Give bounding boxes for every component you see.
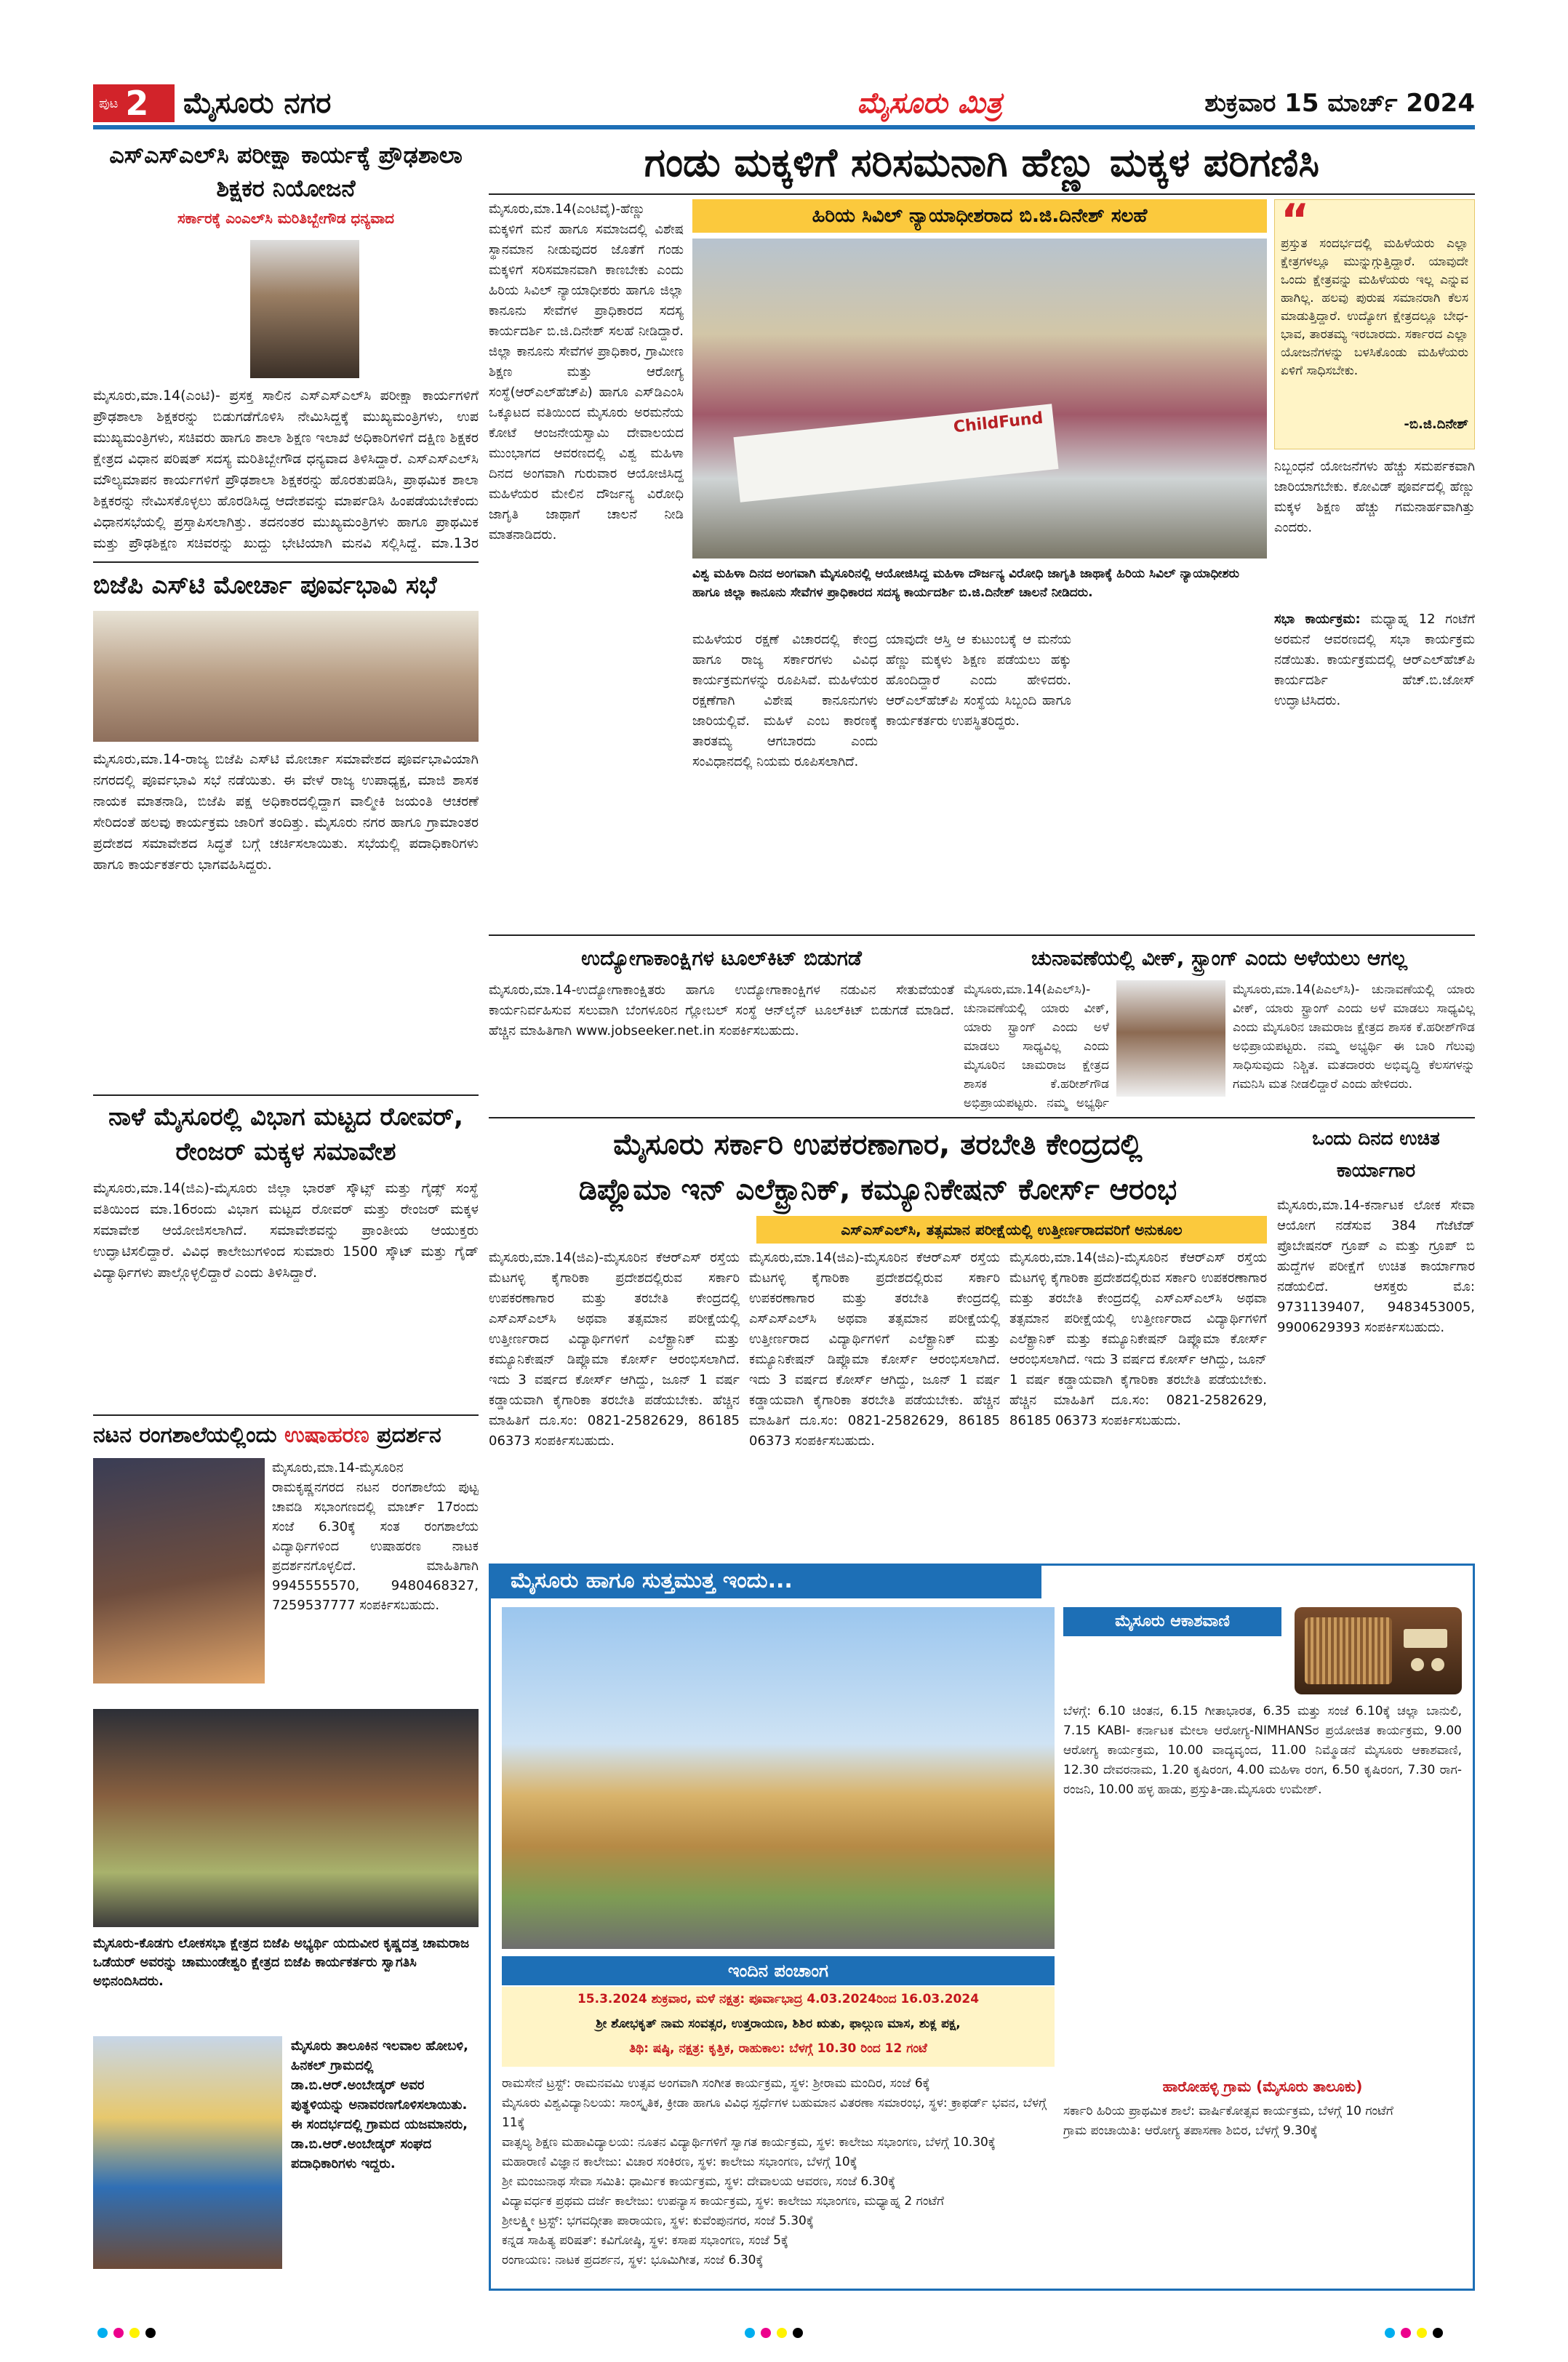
event-item: ಮಹಾರಾಣಿ ವಿಜ್ಞಾನ ಕಾಲೇಜು: ವಿಚಾರ ಸಂಕಿರಣ, ಸ್ಥಳ: ಕಾಲೇಜು ಸಭಾಂಗಣ, ಬೆಳಗ್ಗೆ 10ಕ್ಕೆ — [502, 2155, 857, 2169]
event-item: ಶ್ರೀ ಮಂಜುನಾಥ ಸೇವಾ ಸಮಿತಿ: ಧಾರ್ಮಿಕ ಕಾರ್ಯಕ್ರಮ, ಸ್ಥಳ: ದೇವಾಲಯ ಆವರಣ, ಸಂಜೆ 6.30ಕ್ಕೆ — [502, 2174, 896, 2189]
page-number: 2 — [125, 84, 149, 123]
registration-marks-left — [95, 2327, 159, 2341]
issue-date: ಶುಕ್ರವಾರ 15 ಮಾರ್ಚ್ 2024 — [1204, 89, 1475, 118]
event-list — [502, 2074, 1055, 2281]
theatre-headline — [93, 1418, 479, 1453]
workshop-headline: ಒಂದು ದಿನದ ಉಚಿತ ಕಾರ್ಯಾಗಾರ — [1312, 1128, 1440, 1182]
banner-text: ChildFund — [952, 409, 1044, 437]
divider — [93, 1094, 479, 1096]
bjp-meeting-photo — [93, 611, 479, 742]
event-item: ಕನ್ನಡ ಸಾಹಿತ್ಯ ಪರಿಷತ್: ಕವಿಗೋಷ್ಠಿ, ಸ್ಥಳ: ಕಸಾಪ ಸಭಾಂಗಣ, ಸಂಜೆ 5ಕ್ಕೆ — [502, 2233, 788, 2248]
event-item: ಮೈಸೂರು ವಿಶ್ವವಿದ್ಯಾನಿಲಯ: ಸಾಂಸ್ಕೃತಿಕ, ಕ್ರೀಡಾ ಹಾಗೂ ವಿವಿಧ ಸ್ಪರ್ಧೆಗಳ ಬಹುಮಾನ ವಿತರಣಾ ಸಮಾರಂಭ, ಸ್ಥಳ: ಕ್ರಾಫರ್ಡ್ ಭವನ, ಬೆಳಗ್ಗೆ 11ಕ್ಕೆ — [502, 2096, 1047, 2130]
rover-body: ಮೈಸೂರು,ಮಾ.14(ಜಿಎ)-ಮೈಸೂರು ಜಿಲ್ಲಾ ಭಾರತ್ ಸ್ಕೌಟ್ಸ್ ಮತ್ತು ಗೈಡ್ಸ್ ಸಂಸ್ಥೆ ವತಿಯಿಂದ ಮಾ.16ರಂದು ವಿಭಾಗ ಮಟ್ಟದ ರೋವರ್ ಮತ್ತು ರೇಂಜರ್ ಮಕ್ಕಳ ಸಮಾವೇಶ ಆಯೋಜಿಸಲಾಗಿದೆ. ಸಮಾವೇಶವನ್ನು ಪ್ರಾಂತೀಯ ಆಯುಕ್ತರು ಉದ್ಘಾಟಿಸಲಿದ್ದಾರೆ. ವಿವಿಧ ಕಾಲೇಜುಗಳಿಂದ ಸುಮಾರು 1500 ಸ್ಕೌಟ್ ಮತ್ತು ಗೈಡ್ ವಿದ್ಯಾರ್ಥಿಗಳು ಪಾಲ್ಗೊಳ್ಳಲಿದ್ದಾರೆ ಎಂದು ತಿಳಿಸಿದ್ದಾರೆ. — [93, 1180, 479, 1281]
main-headline: ಗಂಡು ಮಕ್ಕಳಿಗೆ ಸರಿಸಮನಾಗಿ ಹೆಣ್ಣು ಮಕ್ಕಳ ಪರಿಗಣಿಸಿ — [644, 140, 1320, 185]
page-number-badge — [93, 84, 175, 122]
masthead — [93, 84, 1475, 122]
village-heading: ಹಾರೋಹಳ್ಳಿ ಗ್ರಾಮ (ಮೈಸೂರು ತಾಲೂಕು) — [1162, 2078, 1363, 2095]
almanac-line-2: ಶ್ರೀ ಶೋಭಕೃತ್ ನಾಮ ಸಂವತ್ಸರ, ಉತ್ತರಾಯಣ, ಶಿಶಿರ ಋತು, ಫಾಲ್ಗುಣ ಮಾಸ, ಶುಕ್ಲ ಪಕ್ಷ, — [596, 2017, 961, 2031]
section-title: ಮೈಸೂರು ನಗರ — [183, 87, 332, 120]
mlc-portrait — [250, 240, 359, 378]
sslc-kicker: ಸರ್ಕಾರಕ್ಕೆ ಎಂಎಲ್‌ಸಿ ಮರಿತಿಬ್ಬೇಗೌಡ ಧನ್ಯವಾದ — [177, 209, 395, 227]
city-today-title: ಮೈಸೂರು ಹಾಗೂ ಸುತ್ತಮುತ್ತ ಇಂದು... — [489, 1564, 1041, 1598]
welcome-caption: ಮೈಸೂರು-ಕೊಡಗು ಲೋಕಸಭಾ ಕ್ಷೇತ್ರದ ಬಿಜೆಪಿ ಅಭ್ಯರ್ಥಿ ಯದುವೀರ ಕೃಷ್ಣದತ್ತ ಚಾಮರಾಜ ಒಡೆಯರ್ ಅವರನ್ನು ಚಾಮುಂಡೇಶ್ವರಿ ಕ್ಷೇತ್ರದ ಬಿಜೆಪಿ ಕಾರ್ಯಕರ್ತರು ಸ್ವಾಗತಿಸಿ ಅಭಿನಂದಿಸಿದರು. — [93, 1936, 470, 1989]
theatre-headline-text: ನಟನ ರಂಗಶಾಲೆಯಲ್ಲಿಂದು — [93, 1422, 277, 1448]
page-label: ಪುಟ — [99, 95, 119, 111]
almanac-box — [502, 1987, 1055, 2067]
sabha-label: ಸಭಾ ಕಾರ್ಯಕ್ರಮ: — [1274, 612, 1361, 627]
divider — [489, 934, 1475, 936]
sabha-block — [1274, 609, 1475, 926]
diploma-body-a: ಮೈಸೂರು,ಮಾ.14(ಜಿಎ)-ಮೈಸೂರಿನ ಕೆಆರ್‌ಎಸ್ ರಸ್ತೆಯ ಮೆಟಗಳ್ಳಿ ಕೈಗಾರಿಕಾ ಪ್ರದೇಶದಲ್ಲಿರುವ ಸರ್ಕಾರಿ ಉಪಕರಣಾಗಾರ ಮತ್ತು ತರಬೇತಿ ಕೇಂದ್ರದಲ್ಲಿ ಎಸ್‌ಎಸ್‌ಎಲ್‌ಸಿ ಅಥವಾ ತತ್ಸಮಾನ ಪರೀಕ್ಷೆಯಲ್ಲಿ ಉತ್ತೀರ್ಣರಾದ ವಿದ್ಯಾರ್ಥಿಗಳಿಗೆ ಎಲೆಕ್ಟ್ರಾನಿಕ್ ಮತ್ತು ಕಮ್ಯೂನಿಕೇಷನ್ ಡಿಪ್ಲೊಮಾ ಕೋರ್ಸ್ ಆರಂಭಿಸಲಾಗಿದೆ. ಇದು 3 ವರ್ಷದ ಕೋರ್ಸ್ ಆಗಿದ್ದು, ಜೂನ್ 1 ವರ್ಷ ಕಡ್ಡಾಯವಾಗಿ ಕೈಗಾರಿಕಾ ತರಬೇತಿ ಪಡೆಯಬೇಕು. ಹೆಚ್ಚಿನ ಮಾಹಿತಿಗೆ ದೂ.ಸಂ: 0821-2582629, 86185 06373 ಸಂಪರ್ಕಿಸಬಹುದು. — [489, 1250, 740, 1449]
registration-marks-center — [742, 2327, 806, 2341]
almanac-title: ಇಂದಿನ ಪಂಚಾಂಗ — [502, 1956, 1055, 1985]
theatre-photo — [93, 1458, 265, 1684]
main-body-mid: ಮಹಿಳೆಯರ ರಕ್ಷಣೆ ವಿಚಾರದಲ್ಲಿ ಕೇಂದ್ರ ಹಾಗೂ ರಾಜ್ಯ ಸರ್ಕಾರಗಳು ವಿವಿಧ ಕಾರ್ಯಕ್ರಮಗಳನ್ನು ರೂಪಿಸಿವೆ. ಮಹಿಳೆಯರ ರಕ್ಷಣೆಗಾಗಿ ವಿಶೇಷ ಕಾನೂನುಗಳು ಜಾರಿಯಲ್ಲಿವೆ. ಮಹಿಳೆ ಎಂಬ ಕಾರಣಕ್ಕೆ ತಾರತಮ್ಯ ಆಗಬಾರದು ಎಂದು ಸಂವಿಧಾನದಲ್ಲಿ ನಿಯಮ ರೂಪಿಸಲಾಗಿದೆ. — [692, 632, 878, 769]
main-headline-rule — [489, 193, 1475, 195]
radio-body: ಬೆಳಗ್ಗೆ: 6.10 ಚಿಂತನ, 6.15 ಗೀತಾಭಾರತ, 6.35 ಮತ್ತು ಸಂಜೆ 6.10ಕ್ಕೆ ಚಲ್ಲಾ ಬಾನುಲಿ, 7.15 KABI- ಕರ್ನಾಟಕ ಮೇಲಾ ಆರೋಗ್ಯ-NIMHANSರ ಪ್ರಯೋಜಿತ ಕಾರ್ಯಕ್ರಮ, 9.00 ಆರೋಗ್ಯ ಕಾರ್ಯಕ್ರಮ, 10.00 ವಾದ್ಯವೃಂದ, 11.00 ನಿಮ್ಮೊಡನೆ ಮೈಸೂರು ಆಕಾಶವಾಣಿ, 12.30 ದೇವರನಾಮ, 1.20 ಕೃಷಿರಂಗ, 4.00 ಮಹಿಳಾ ರಂಗ, 6.50 ಕೃಷಿರಂಗ, 7.30 ರಾಗ-ರಂಜನಿ, 10.00 ಹಳ್ಳ ಹಾಡು, ಪ್ರಸ್ತುತಿ-ಡಾ.ಮೈಸೂರು ಉಮೇಶ್. — [1063, 1704, 1462, 1797]
ambedkar-caption: ಮೈಸೂರು ತಾಲೂಕಿನ ಇಲವಾಲ ಹೋಬಳಿ, ಹಿನಕಲ್ ಗ್ರಾಮದಲ್ಲಿ ಡಾ.ಬಿ.ಆರ್.ಅಂಬೇಡ್ಕರ್ ಅವರ ಪುತ್ಥಳಿಯನ್ನು ಅನಾವರಣಗೊಳಿಸಲಾಯಿತು. ಈ ಸಂದರ್ಭದಲ್ಲಿ ಗ್ರಾಮದ ಯಜಮಾನರು, ಡಾ.ಬಿ.ಆರ್.ಅಂಬೇಡ್ಕರ್ ಸಂಘದ ಪದಾಧಿಕಾರಿಗಳು ಇದ್ದರು. — [291, 2038, 468, 2171]
main-body-left: ಮೈಸೂರು,ಮಾ.14(ಎಂಟಿವೈ)-ಹೆಣ್ಣು ಮಕ್ಕಳಿಗೆ ಮನೆ ಹಾಗೂ ಸಮಾಜದಲ್ಲಿ ವಿಶೇಷ ಸ್ಥಾನಮಾನ ನೀಡುವುದರ ಜೊತೆಗೆ ಗಂಡು ಮಕ್ಕಳಿಗೆ ಸರಿಸಮಾನವಾಗಿ ಕಾಣಬೇಕು ಎಂದು ಹಿರಿಯ ಸಿವಿಲ್ ನ್ಯಾಯಾಧೀಶರು ಹಾಗೂ ಜಿಲ್ಲಾ ಕಾನೂನು ಸೇವೆಗಳ ಪ್ರಾಧಿಕಾರದ ಸದಸ್ಯ ಕಾರ್ಯದರ್ಶಿ ಬಿ.ಜಿ.ದಿನೇಶ್ ಸಲಹೆ ನೀಡಿದ್ದಾರೆ. ಜಿಲ್ಲಾ ಕಾನೂನು ಸೇವೆಗಳ ಪ್ರಾಧಿಕಾರ, ಗ್ರಾಮೀಣ ಶಿಕ್ಷಣ ಮತ್ತು ಆರೋಗ್ಯ ಸಂಸ್ಥೆ(ಆರ್‌ಎಲ್‌ಹೆಚ್‌ಪಿ) ಹಾಗೂ ಎಸ್‌ಡಿಎಂಸಿ ಒಕ್ಕೂಟದ ವತಿಯಿಂದ ಮೈಸೂರು ಅರಮನೆಯ ಕೋಟೆ ಆಂಜನೇಯಸ್ವಾಮಿ ದೇವಾಲಯದ ಮುಂಭಾಗದ ಆವರಣದಲ್ಲಿ ವಿಶ್ವ ಮಹಿಳಾ ದಿನದ ಅಂಗವಾಗಿ ಗುರುವಾರ ಆಯೋಜಿಸಿದ್ದ ಮಹಿಳೆಯರ ಮೇಲಿನ ದೌರ್ಜನ್ಯ ವಿರೋಧಿ ಜಾಗೃತಿ ಜಾಥಾಗೆ ಚಾಲನೆ ನೀಡಿ ಮಾತನಾಡಿದರು. — [489, 201, 684, 543]
welcome-photo — [93, 1709, 479, 1927]
workshop-body: ಮೈಸೂರು,ಮಾ.14-ಕರ್ನಾಟಕ ಲೋಕ ಸೇವಾ ಆಯೋಗ ನಡೆಸುವ 384 ಗೆಜೆಟೆಡ್ ಪ್ರೊಬೇಷನರ್ ಗ್ರೂಪ್ ಎ ಮತ್ತು ಗ್ರೂಪ್ ಬಿ ಹುದ್ದೆಗಳ ಪರೀಕ್ಷೆಗೆ ಉಚಿತ ಕಾರ್ಯಾಗಾರ ನಡೆಯಲಿದೆ. ಆಸಕ್ತರು ಮೊ: 9731139407, 9483453005, 9900629393 ಸಂಪರ್ಕಿಸಬಹುದು. — [1277, 1198, 1475, 1335]
pull-quote — [1274, 195, 1475, 449]
sabha-text: ಮಧ್ಯಾಹ್ನ 12 ಗಂಟೆಗೆ ಅರಮನೆ ಆವರಣದಲ್ಲಿ ಸಭಾ ಕಾರ್ಯಕ್ರಮ ನಡೆಯಿತು. ಕಾರ್ಯಕ್ರಮದಲ್ಲಿ ಆರ್‌ಎಲ್‌ಹೆಚ್‌ಪಿ ಕಾರ್ಯದರ್ಶಿ ಹೆಚ್.ಬಿ.ಜೋಸ್ ಉದ್ಘಾಟಿಸಿದರು. — [1274, 612, 1475, 708]
event-item: ವಿದ್ಯಾವರ್ಧಕ ಪ್ರಥಮ ದರ್ಜೆ ಕಾಲೇಜು: ಉಪನ್ಯಾಸ ಕಾರ್ಯಕ್ರಮ, ಸ್ಥಳ: ಕಾಲೇಜು ಸಭಾಂಗಣ, ಮಧ್ಯಾಹ್ನ 2 ಗಂಟೆಗೆ — [502, 2194, 945, 2209]
sslc-body: ಮೈಸೂರು,ಮಾ.14(ಎಂಟಿ)- ಪ್ರಸಕ್ತ ಸಾಲಿನ ಎಸ್‌ಎಸ್‌ಎಲ್‌ಸಿ ಪರೀಕ್ಷಾ ಕಾರ್ಯಗಳಿಗೆ ಪ್ರೌಢಶಾಲಾ ಶಿಕ್ಷಕರನ್ನು ಬಿಡುಗಡೆಗೊಳಿಸಿ ನೇಮಿಸಿದ್ದಕ್ಕೆ ಮುಖ್ಯಮಂತ್ರಿಗಳು, ಉಪ ಮುಖ್ಯಮಂತ್ರಿಗಳು, ಸಚಿವರು ಹಾಗೂ ಶಾಲಾ ಶಿಕ್ಷಣ ಇಲಾಖೆ ಅಧಿಕಾರಿಗಳಿಗೆ ದಕ್ಷಿಣ ಶಿಕ್ಷಕರ ಕ್ಷೇತ್ರದ ವಿಧಾನ ಪರಿಷತ್ ಸದಸ್ಯ ಮರಿತಿಬ್ಬೇಗೌಡ ಧನ್ಯವಾದ ತಿಳಿಸಿದ್ದಾರೆ. ಎಸ್‌ಎಸ್‌ಎಲ್‌ಸಿ ಮೌಲ್ಯಮಾಪನ ಕಾರ್ಯಗಳಿಗೆ ಪ್ರೌಢಶಾಲಾ ಶಿಕ್ಷಕರನ್ನು ಹೊರತುಪಡಿಸಿ, ಪ್ರಾಥಮಿಕ ಶಾಲಾ ಶಿಕ್ಷಕರನ್ನು ನೇಮಿಸಕೊಳ್ಳಲು ಹೊರಡಿಸಿದ್ದ ಆದೇಶವನ್ನು ಮಾರ್ಪಡಿಸಿ ಹಿಂಪಡೆಯಬೇಕೆಂದು ವಿಧಾನಸಭೆಯಲ್ಲಿ ಪ್ರಸ್ತಾಪಿಸಲಾಗಿತ್ತು. ತದನಂತರ ಮುಖ್ಯಮಂತ್ರಿಗಳು ಹಾಗೂ ಪ್ರಾಥಮಿಕ ಮತ್ತು ಪ್ರೌಢಶಿಕ್ಷಣ ಸಚಿವರನ್ನು ಖುದ್ದು ಭೇಟಿಯಾಗಿ ಮನವಿ ಸಲ್ಲಿಸಿದ್ದೆ. ಮಾ.13ರ — [93, 388, 479, 551]
divider — [489, 1117, 1475, 1118]
event-item: ರಂಗಾಯಣ: ನಾಟಕ ಪ್ರದರ್ಶನ, ಸ್ಥಳ: ಭೂಮಿಗೀತ, ಸಂಜೆ 6.30ಕ್ಕೆ — [502, 2253, 764, 2267]
main-body-right: ಯಾವುದೇ ಆಸ್ತಿ ಆ ಕುಟುಂಬಕ್ಕೆ ಆ ಮನೆಯ ಹೆಣ್ಣು ಮಕ್ಕಳು ಶಿಕ್ಷಣ ಪಡೆಯಲು ಹಕ್ಕು ಹೊಂದಿದ್ದಾರೆ ಎಂದು ಹೇಳಿದರು. ಆರ್‌ಎಲ್‌ಹೆಚ್‌ಪಿ ಸಂಸ್ಥೆಯ ಸಿಬ್ಬಂದಿ ಹಾಗೂ ಕಾರ್ಯಕರ್ತರು ಉಪಸ್ಥಿತರಿದ್ದರು. — [886, 632, 1071, 729]
election-body-a: ಮೈಸೂರು,ಮಾ.14(ಪಿಎಲ್‌ಸಿ)- ಚುನಾವಣೆಯಲ್ಲಿ ಯಾರು ವೀಕ್, ಯಾರು ಸ್ಟ್ರಾಂಗ್ ಎಂದು ಅಳೆ ಮಾಡಲು ಸಾಧ್ಯವಿಲ್ಲ ಎಂದು ಮೈಸೂರಿನ ಚಾಮರಾಜ ಕ್ಷೇತ್ರದ ಶಾಸಕ ಕೆ.ಹರೀಶ್‌ಗೌಡ ಅಭಿಪ್ರಾಯಪಟ್ಟರು. ನಮ್ಮ ಅಭ್ಯರ್ಥಿ — [964, 982, 1109, 1110]
village-event-item: ಗ್ರಾಮ ಪಂಚಾಯಿತಿ: ಆರೋಗ್ಯ ತಪಾಸಣಾ ಶಿಬಿರ, ಬೆಳಗ್ಗೆ 9.30ಕ್ಕೆ — [1063, 2123, 1318, 2138]
pull-quote-author: -ಬಿ.ಜಿ.ದಿನೇಶ್ — [1404, 417, 1468, 432]
radio-icon — [1295, 1607, 1462, 1694]
quote-mark-icon: “ — [1281, 195, 1310, 246]
rover-headline: ನಾಳೆ ಮೈಸೂರಲ್ಲಿ ವಿಭಾಗ ಮಟ್ಟದ ರೋವರ್, ರೇಂಜರ್ ಮಕ್ಕಳ ಸಮಾವೇಶ — [108, 1102, 463, 1166]
theatre-headline-play: ಉಷಾಹರಣ — [284, 1422, 369, 1448]
divider — [93, 1414, 479, 1416]
palace-photo — [502, 1607, 1055, 1949]
diploma-subhead: ಎಸ್‌ಎಸ್‌ಎಲ್‌ಸಿ, ತತ್ಸಮಾನ ಪರೀಕ್ಷೆಯಲ್ಲಿ ಉತ್ತೀರ್ಣರಾದವರಿಗೆ ಅನುಕೂಲ — [756, 1216, 1267, 1244]
election-headline: ಚುನಾವಣೆಯಲ್ಲಿ ವೀಕ್, ಸ್ಟ್ರಾಂಗ್ ಎಂದು ಅಳೆಯಲು ಆಗಲ್ಲ — [1031, 946, 1407, 970]
radio-title: ಮೈಸೂರು ಆಕಾಶವಾಣಿ — [1063, 1607, 1281, 1636]
rally-caption: ವಿಶ್ವ ಮಹಿಳಾ ದಿನದ ಅಂಗವಾಗಿ ಮೈಸೂರಿನಲ್ಲಿ ಆಯೋಜಿಸಿದ್ದ ಮಹಿಳಾ ದೌರ್ಜನ್ಯ ವಿರೋಧಿ ಜಾಗೃತಿ ಜಾಥಾಕ್ಕೆ ಹಿರಿಯ ಸಿವಿಲ್ ನ್ಯಾಯಾಧೀಶರು ಹಾಗೂ ಜಿಲ್ಲಾ ಕಾನೂನು ಸೇವೆಗಳ ಪ್ರಾಧಿಕಾರದ ಸದಸ್ಯ ಕಾರ್ಯದರ್ಶಿ ಬಿ.ಜಿ.ದಿನೇಶ್ ಚಾಲನೆ ನೀಡಿದರು. — [692, 567, 1240, 600]
diploma-headline-2: ಡಿಪ್ಲೊಮಾ ಇನ್ ಎಲೆಕ್ಟ್ರಾನಿಕ್, ಕಮ್ಯೂನಿಕೇಷನ್ ಕೋರ್ಸ್ ಆರಂಭ — [578, 1173, 1177, 1206]
village-event-item: ಸರ್ಕಾರಿ ಹಿರಿಯ ಪ್ರಾಥಮಿಕ ಶಾಲೆ: ವಾರ್ಷಿಕೋತ್ಸವ ಕಾರ್ಯಕ್ರಮ, ಬೆಳಗ್ಗೆ 10 ಗಂಟೆಗೆ — [1063, 2104, 1393, 2118]
pull-quote-text: ಪ್ರಸ್ತುತ ಸಂದರ್ಭದಲ್ಲಿ ಮಹಿಳೆಯರು ಎಲ್ಲಾ ಕ್ಷೇತ್ರಗಳಲ್ಲೂ ಮುನ್ನುಗ್ಗುತ್ತಿದ್ದಾರೆ. ಯಾವುದೇ ಒಂದು ಕ್ಷೇತ್ರವನ್ನು ಮಹಿಳೆಯರು ಇಲ್ಲ ಎನ್ನುವ ಹಾಗಿಲ್ಲ. ಹಲವು ಪುರುಷ ಸಮಾನರಾಗಿ ಕೆಲಸ ಮಾಡುತ್ತಿದ್ದಾರೆ. ಉದ್ಯೋಗ ಕ್ಷೇತ್ರದಲ್ಲೂ ಬೇಧ-ಭಾವ, ತಾರತಮ್ಯ ಇರಬಾರದು. ಸರ್ಕಾರದ ಎಲ್ಲಾ ಯೋಜನೆಗಳನ್ನು ಬಳಸಿಕೊಂಡು ಮಹಿಳೆಯರು ಏಳಿಗೆ ಸಾಧಿಸಬೇಕು. — [1281, 236, 1468, 378]
masthead-rule — [93, 125, 1475, 129]
almanac-line-3: ತಿಥಿ: ಷಷ್ಠಿ, ನಕ್ಷತ್ರ: ಕೃತ್ತಿಕ, ರಾಹುಕಾಲ: ಬೆಳಗ್ಗೆ 10.30 ರಿಂದ 12 ಗಂಟೆ — [629, 2041, 927, 2056]
event-item: ರಾಮಸೇನೆ ಟ್ರಸ್ಟ್: ರಾಮನವಮಿ ಉತ್ಸವ ಅಂಗವಾಗಿ ಸಂಗೀತ ಕಾರ್ಯಕ್ರಮ, ಸ್ಥಳ: ಶ್ರೀರಾಮ ಮಂದಿರ, ಸಂಜೆ 6ಕ್ಕೆ — [502, 2076, 930, 2091]
mla-portrait — [1116, 980, 1225, 1097]
event-item: ಶ್ರೀಲಕ್ಷ್ಮೀ ಟ್ರಸ್ಟ್: ಭಗವದ್ಗೀತಾ ಪಾರಾಯಣ, ಸ್ಥಳ: ಕುವೆಂಪುನಗರ, ಸಂಜೆ 5.30ಕ್ಕೆ — [502, 2214, 814, 2228]
pull-quote-extra: ನಿಬ್ಬಂಧನೆ ಯೋಜನೆಗಳು ಹೆಚ್ಚು ಸಮರ್ಪಕವಾಗಿ ಜಾರಿಯಾಗಬೇಕು. ಕೋವಿಡ್ ಪೂರ್ವದಲ್ಲಿ ಹೆಣ್ಣು ಮಕ್ಕಳ ಶಿಕ್ಷಣ ಹೆಚ್ಚು ಗಮನಾರ್ಹವಾಗಿತ್ತು ಎಂದರು. — [1274, 459, 1475, 535]
rally-photo — [692, 239, 1267, 559]
toolkit-body: ಮೈಸೂರು,ಮಾ.14-ಉದ್ಯೋಗಾಕಾಂಕ್ಷಿತರು ಹಾಗೂ ಉದ್ಯೋಗಾಕಾಂಕ್ಷಿಗಳ ನಡುವಿನ ಸೇತುವೆಯಂತೆ ಕಾರ್ಯನಿರ್ವಹಿಸುವ ಸಲುವಾಗಿ ಬೆಂಗಳೂರಿನ ಗ್ಲೋಬಲ್ ಸಂಸ್ಥೆ ಆನ್‌ಲೈನ್ ಟೂಲ್‌ಕಿಟ್ ಬಿಡುಗಡೆ ಮಾಡಿದೆ. ಹೆಚ್ಚಿನ ಮಾಹಿತಿಗಾಗಿ www.jobseeker.net.in ಸಂಪರ್ಕಿಸಬಹುದು. — [489, 982, 954, 1038]
toolkit-headline: ಉದ್ಯೋಗಾಕಾಂಕ್ಷಿಗಳ ಟೂಲ್‌ಕಿಟ್ ಬಿಡುಗಡೆ — [581, 946, 862, 970]
registration-marks-right — [1382, 2327, 1446, 2341]
divider — [93, 561, 479, 563]
paper-logo: ಮೈಸೂರು ಮಿತ್ರ — [857, 87, 1002, 120]
diploma-headline-1: ಮೈಸೂರು ಸರ್ಕಾರಿ ಉಪಕರಣಾಗಾರ, ತರಬೇತಿ ಕೇಂದ್ರದಲ್ಲಿ — [613, 1128, 1143, 1161]
main-subhead: ಹಿರಿಯ ಸಿವಿಲ್ ನ್ಯಾಯಾಧೀಶರಾದ ಬಿ.ಜಿ.ದಿನೇಶ್ ಸಲಹೆ — [692, 199, 1267, 233]
diploma-body-b: ಮೈಸೂರು,ಮಾ.14(ಜಿಎ)-ಮೈಸೂರಿನ ಕೆಆರ್‌ಎಸ್ ರಸ್ತೆಯ ಮೆಟಗಳ್ಳಿ ಕೈಗಾರಿಕಾ ಪ್ರದೇಶದಲ್ಲಿರುವ ಸರ್ಕಾರಿ ಉಪಕರಣಾಗಾರ ಮತ್ತು ತರಬೇತಿ ಕೇಂದ್ರದಲ್ಲಿ ಎಸ್‌ಎಸ್‌ಎಲ್‌ಸಿ ಅಥವಾ ತತ್ಸಮಾನ ಪರೀಕ್ಷೆಯಲ್ಲಿ ಉತ್ತೀರ್ಣರಾದ ವಿದ್ಯಾರ್ಥಿಗಳಿಗೆ ಎಲೆಕ್ಟ್ರಾನಿಕ್ ಮತ್ತು ಕಮ್ಯೂನಿಕೇಷನ್ ಡಿಪ್ಲೊಮಾ ಕೋರ್ಸ್ ಆರಂಭಿಸಲಾಗಿದೆ. ಇದು 3 ವರ್ಷದ ಕೋರ್ಸ್ ಆಗಿದ್ದು, ಜೂನ್ 1 ವರ್ಷ ಕಡ್ಡಾಯವಾಗಿ ಕೈಗಾರಿಕಾ ತರಬೇತಿ ಪಡೆಯಬೇಕು. ಹೆಚ್ಚಿನ ಮಾಹಿತಿಗೆ ದೂ.ಸಂ: 0821-2582629, 86185 06373 ಸಂಪರ್ಕಿಸಬಹುದು. — [749, 1250, 1000, 1449]
bjp-headline: ಬಿಜೆಪಿ ಎಸ್‌ಟಿ ಮೋರ್ಚಾ ಪೂರ್ವಭಾವಿ ಸಭೆ — [93, 571, 437, 600]
theatre-headline-tail: ಪ್ರದರ್ಶನ — [377, 1422, 441, 1448]
ambedkar-photo — [93, 2036, 282, 2269]
sslc-headline: ಎಸ್‌ಎಸ್‌ಎಲ್‌ಸಿ ಪರೀಕ್ಷಾ ಕಾರ್ಯಕ್ಕೆ ಪ್ರೌಢಶಾಲಾ ಶಿಕ್ಷಕರ ನಿಯೋಜನೆ — [109, 141, 463, 202]
theatre-body: ಮೈಸೂರು,ಮಾ.14-ಮೈಸೂರಿನ ರಾಮಕೃಷ್ಣನಗರದ ನಟನ ರಂಗಶಾಲೆಯ ಪುಟ್ಟ ಚಾವಡಿ ಸಭಾಂಗಣದಲ್ಲಿ ಮಾರ್ಚ್ 17ರಂದು ಸಂಜೆ 6.30ಕ್ಕೆ ಸಂತ ರಂಗಶಾಲೆಯ ವಿದ್ಯಾರ್ಥಿಗಳಿಂದ ಉಷಾಹರಣ ನಾಟಕ ಪ್ರದರ್ಶನಗೊಳ್ಳಲಿದೆ. ಮಾಹಿತಿಗಾಗಿ 9945555570, 9480468327, 7259537777 ಸಂಪರ್ಕಿಸಬಹುದು. — [272, 1460, 479, 1613]
bjp-body: ಮೈಸೂರು,ಮಾ.14-ರಾಜ್ಯ ಬಿಜೆಪಿ ಎಸ್‌ಟಿ ಮೋರ್ಚಾ ಸಮಾವೇಶದ ಪೂರ್ವಭಾವಿಯಾಗಿ ನಗರದಲ್ಲಿ ಪೂರ್ವಭಾವಿ ಸಭೆ ನಡೆಯಿತು. ಈ ವೇಳೆ ರಾಜ್ಯ ಉಪಾಧ್ಯಕ್ಷ, ಮಾಜಿ ಶಾಸಕ ನಾಯಕ ಮಾತನಾಡಿ, ಬಿಜೆಪಿ ಪಕ್ಷ ಅಧಿಕಾರದಲ್ಲಿದ್ದಾಗ ವಾಲ್ಮೀಕಿ ಜಯಂತಿ ಆಚರಣೆ ಸೇರಿದಂತೆ ಹಲವು ಕಾರ್ಯಕ್ರಮ ಜಾರಿಗೆ ತಂದಿತ್ತು. ಮೈಸೂರು ನಗರ ಹಾಗೂ ಗ್ರಾಮಾಂತರ ಪ್ರದೇಶದ ಸಮಾವೇಶದ ಸಿದ್ಧತೆ ಬಗ್ಗೆ ಚರ್ಚಿಸಲಾಯಿತು. ಸಭೆಯಲ್ಲಿ ಪದಾಧಿಕಾರಿಗಳು ಹಾಗೂ ಕಾರ್ಯಕರ್ತರು ಭಾಗವಹಿಸಿದ್ದರು. — [93, 751, 479, 873]
village-events — [1063, 2102, 1462, 2280]
event-item: ವಾತ್ಸಲ್ಯ ಶಿಕ್ಷಣ ಮಹಾವಿದ್ಯಾಲಯ: ನೂತನ ವಿದ್ಯಾರ್ಥಿಗಳಿಗೆ ಸ್ವಾಗತ ಕಾರ್ಯಕ್ರಮ, ಸ್ಥಳ: ಕಾಲೇಜು ಸಭಾಂಗಣ, ಬೆಳಗ್ಗೆ 10.30ಕ್ಕೆ — [502, 2135, 996, 2150]
diploma-body-c: ಮೈಸೂರು,ಮಾ.14(ಜಿಎ)-ಮೈಸೂರಿನ ಕೆಆರ್‌ಎಸ್ ರಸ್ತೆಯ ಮೆಟಗಳ್ಳಿ ಕೈಗಾರಿಕಾ ಪ್ರದೇಶದಲ್ಲಿರುವ ಸರ್ಕಾರಿ ಉಪಕರಣಾಗಾರ ಮತ್ತು ತರಬೇತಿ ಕೇಂದ್ರದಲ್ಲಿ ಎಸ್‌ಎಸ್‌ಎಲ್‌ಸಿ ಅಥವಾ ತತ್ಸಮಾನ ಪರೀಕ್ಷೆಯಲ್ಲಿ ಉತ್ತೀರ್ಣರಾದ ವಿದ್ಯಾರ್ಥಿಗಳಿಗೆ ಎಲೆಕ್ಟ್ರಾನಿಕ್ ಮತ್ತು ಕಮ್ಯೂನಿಕೇಷನ್ ಡಿಪ್ಲೊಮಾ ಕೋರ್ಸ್ ಆರಂಭಿಸಲಾಗಿದೆ. ಇದು 3 ವರ್ಷದ ಕೋರ್ಸ್ ಆಗಿದ್ದು, ಜೂನ್ 1 ವರ್ಷ ಕಡ್ಡಾಯವಾಗಿ ಕೈಗಾರಿಕಾ ತರಬೇತಿ ಪಡೆಯಬೇಕು. ಹೆಚ್ಚಿನ ಮಾಹಿತಿಗೆ ದೂ.ಸಂ: 0821-2582629, 86185 06373 ಸಂಪರ್ಕಿಸಬಹುದು. — [1009, 1250, 1267, 1428]
election-body-b: ಮೈಸೂರು,ಮಾ.14(ಪಿಎಲ್‌ಸಿ)- ಚುನಾವಣೆಯಲ್ಲಿ ಯಾರು ವೀಕ್, ಯಾರು ಸ್ಟ್ರಾಂಗ್ ಎಂದು ಅಳೆ ಮಾಡಲು ಸಾಧ್ಯವಿಲ್ಲ ಎಂದು ಮೈಸೂರಿನ ಚಾಮರಾಜ ಕ್ಷೇತ್ರದ ಶಾಸಕ ಕೆ.ಹರೀಶ್‌ಗೌಡ ಅಭಿಪ್ರಾಯಪಟ್ಟರು. ನಮ್ಮ ಅಭ್ಯರ್ಥಿ ಈ ಬಾರಿ ಗೆಲುವು ಸಾಧಿಸುವುದು ನಿಶ್ಚಿತ. ಮತದಾರರು ಅಭಿವೃದ್ಧಿ ಕೆಲಸಗಳನ್ನು ಗಮನಿಸಿ ಮತ ನೀಡಲಿದ್ದಾರೆ ಎಂದು ಹೇಳಿದರು. — [1233, 982, 1475, 1092]
almanac-line-1: 15.3.2024 ಶುಕ್ರವಾರ, ಮಳೆ ನಕ್ಷತ್ರ: ಪೂರ್ವಾಭಾದ್ರ 4.03.2024ರಿಂದ 16.03.2024 — [577, 1992, 980, 2006]
rally-banner — [734, 404, 1059, 502]
